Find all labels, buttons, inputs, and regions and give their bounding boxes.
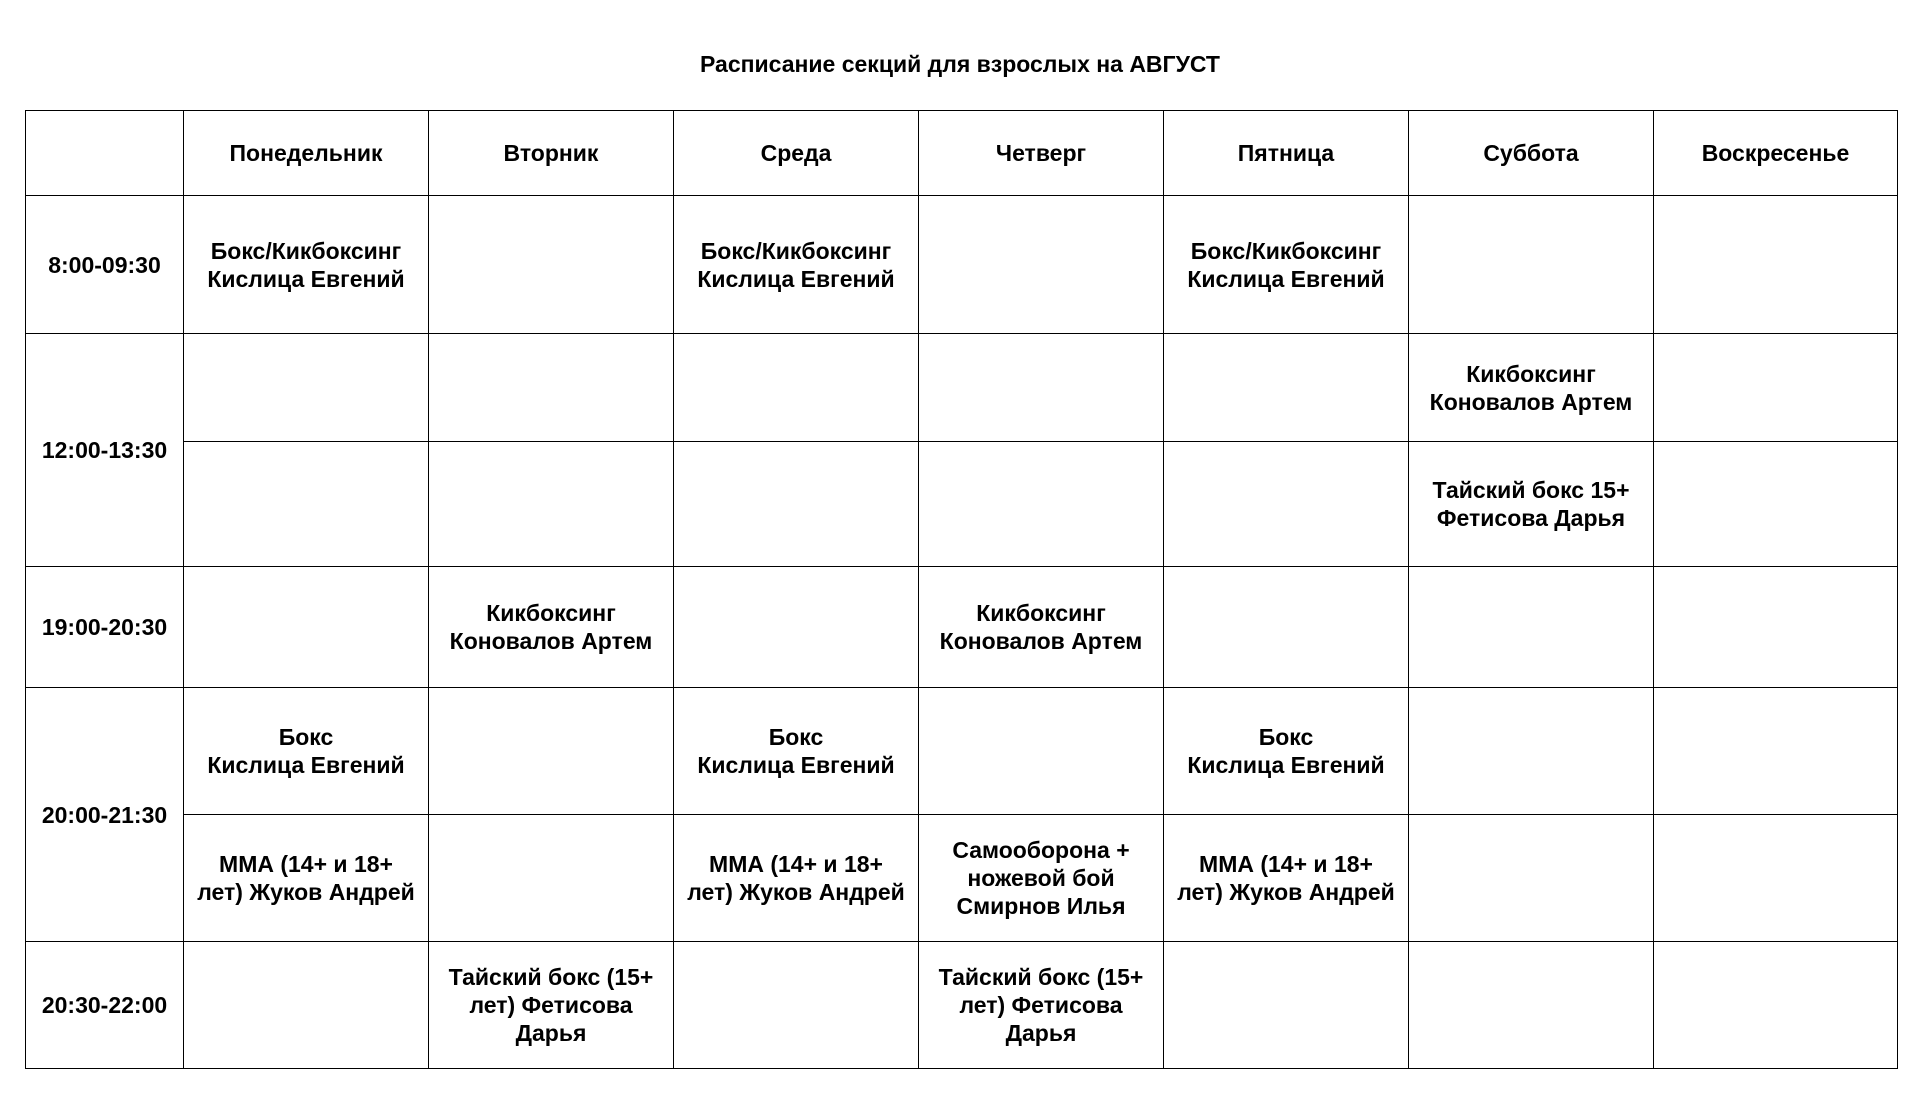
class-cell — [184, 942, 429, 1069]
schedule-row — [26, 688, 1898, 815]
class-cell — [919, 567, 1164, 688]
schedule-row — [26, 815, 1898, 942]
class-cell — [919, 942, 1164, 1069]
class-entry: Бокс/Кикбоксинг Кислица Евгений — [1187, 237, 1385, 292]
class-cell — [184, 688, 429, 815]
class-cell — [1654, 442, 1898, 567]
class-cell — [1164, 334, 1409, 442]
class-cell — [919, 688, 1164, 815]
time-slot-label: 20:00-21:30 — [41, 801, 168, 828]
class-entry: Тайский бокс (15+ лет) Фетисова Дарья — [448, 964, 654, 1046]
class-cell — [1654, 567, 1898, 688]
class-cell — [1164, 942, 1409, 1069]
class-entry: Тайский бокс 15+ Фетисова Дарья — [1432, 477, 1630, 531]
class-cell — [1164, 442, 1409, 567]
class-cell — [919, 442, 1164, 567]
class-cell — [1164, 688, 1409, 815]
class-entry: Бокс/Кикбоксинг Кислица Евгений — [207, 237, 405, 292]
page-title: Расписание секций для взрослых на АВГУСТ — [700, 51, 1220, 77]
class-cell — [1164, 196, 1409, 334]
class-cell — [674, 567, 919, 688]
class-cell — [1409, 567, 1654, 688]
class-cell — [429, 442, 674, 567]
day-header: Среда — [674, 111, 919, 196]
class-entry: ММА (14+ и 18+ лет) Жуков Андрей — [687, 851, 905, 905]
time-slot-cell — [26, 942, 184, 1069]
class-cell — [184, 442, 429, 567]
class-cell — [1654, 942, 1898, 1069]
time-slot-label: 20:30-22:00 — [41, 992, 168, 1018]
class-cell — [429, 815, 674, 942]
class-cell — [1409, 442, 1654, 567]
corner-cell — [26, 111, 184, 196]
class-cell — [184, 815, 429, 942]
class-entry: Кикбоксинг Коновалов Артем — [939, 600, 1143, 654]
class-entry: Бокс Кислица Евгений — [697, 724, 895, 778]
day-header: Четверг — [919, 111, 1164, 196]
class-cell — [919, 196, 1164, 334]
class-cell — [429, 334, 674, 442]
class-cell — [1409, 334, 1654, 442]
class-entry: ММА (14+ и 18+ лет) Жуков Андрей — [1177, 851, 1395, 905]
day-header: Вторник — [429, 111, 674, 196]
class-entry: Бокс Кислица Евгений — [1187, 724, 1385, 778]
class-cell — [674, 442, 919, 567]
class-cell — [429, 567, 674, 688]
class-cell — [429, 196, 674, 334]
class-cell — [184, 334, 429, 442]
day-header: Воскресенье — [1654, 111, 1898, 196]
time-slot-cell — [26, 334, 184, 567]
time-slot-cell — [26, 196, 184, 334]
class-cell — [674, 688, 919, 815]
time-slot-label: 8:00-09:30 — [48, 251, 161, 278]
class-cell — [674, 815, 919, 942]
time-slot-cell — [26, 688, 184, 942]
header-row — [26, 111, 1898, 196]
class-entry: Кикбоксинг Коновалов Артем — [1429, 360, 1633, 415]
schedule-row — [26, 196, 1898, 334]
class-cell — [1409, 815, 1654, 942]
class-entry: Бокс/Кикбоксинг Кислица Евгений — [697, 237, 895, 292]
class-cell — [919, 334, 1164, 442]
time-slot-label: 19:00-20:30 — [41, 614, 168, 640]
class-cell — [674, 334, 919, 442]
day-header: Пятница — [1164, 111, 1409, 196]
class-entry: Кикбоксинг Коновалов Артем — [449, 600, 653, 654]
schedule-row — [26, 942, 1898, 1069]
class-cell — [184, 567, 429, 688]
class-entry: Самооборона + ножевой бой Смирнов Илья — [952, 837, 1130, 919]
class-cell — [1164, 567, 1409, 688]
schedule-table — [25, 110, 1898, 1069]
class-cell — [674, 196, 919, 334]
class-entry: ММА (14+ и 18+ лет) Жуков Андрей — [197, 851, 415, 905]
schedule-row — [26, 442, 1898, 567]
class-cell — [919, 815, 1164, 942]
schedule-row — [26, 334, 1898, 442]
class-cell — [1654, 815, 1898, 942]
day-header: Понедельник — [184, 111, 429, 196]
class-cell — [429, 942, 674, 1069]
class-cell — [1654, 334, 1898, 442]
class-entry: Тайский бокс (15+ лет) Фетисова Дарья — [938, 964, 1144, 1046]
time-slot-label: 12:00-13:30 — [41, 437, 168, 463]
class-cell — [674, 942, 919, 1069]
class-cell — [184, 196, 429, 334]
class-cell — [429, 688, 674, 815]
class-cell — [1654, 196, 1898, 334]
time-slot-cell — [26, 567, 184, 688]
class-cell — [1164, 815, 1409, 942]
class-entry: Бокс Кислица Евгений — [207, 724, 405, 778]
class-cell — [1654, 688, 1898, 815]
class-cell — [1409, 942, 1654, 1069]
day-header: Суббота — [1409, 111, 1654, 196]
class-cell — [1409, 196, 1654, 334]
schedule-row — [26, 567, 1898, 688]
class-cell — [1409, 688, 1654, 815]
